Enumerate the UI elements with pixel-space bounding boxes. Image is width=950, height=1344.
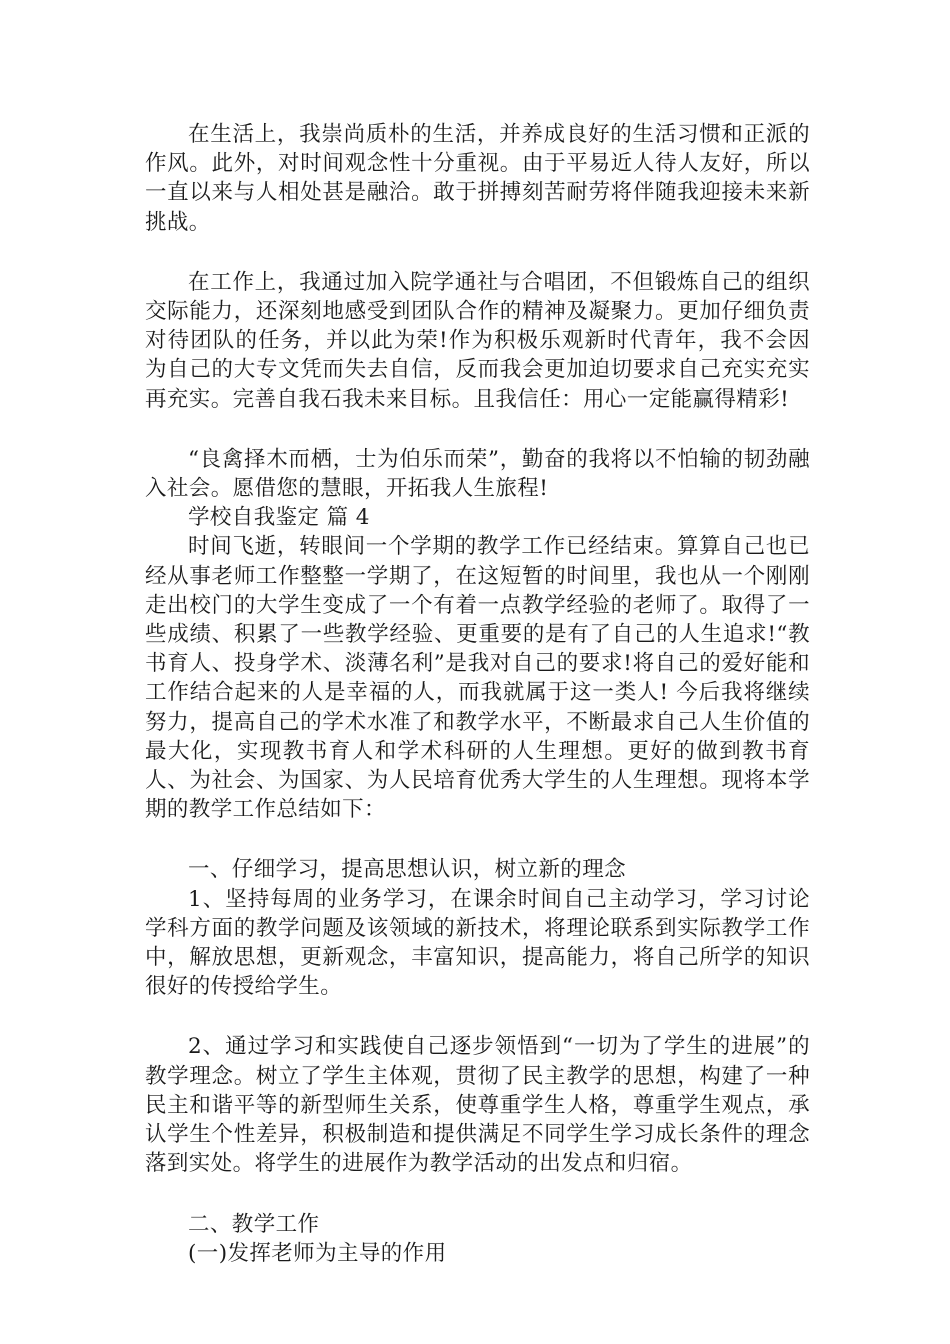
paragraph-item-1: 1、坚持每周的业务学习，在课余时间自己主动学习，学习讨论学科方面的教学问题及该领域的新技术，将理论联系到实际教学工作中，解放思想，更新观念，丰富知识，提高能力，将自己所学的知识很好的传授给学生。 <box>145 886 810 1000</box>
heading-two-sub: (一)发挥老师为主导的作用 <box>188 1240 447 1266</box>
section-title: 学校自我鉴定 篇 4 <box>188 505 370 531</box>
document-body <box>145 120 810 1268</box>
paragraph-quote: “良禽择木而栖，士为伯乐而荣”，勤奋的我将以不怕输的韧劲融入社会。愿借您的慧眼，开拓我人生旅程! <box>145 446 810 502</box>
heading-one: 一、仔细学习，提高思想认识，树立新的理念 <box>188 857 627 883</box>
paragraph-life: 在生活上，我崇尚质朴的生活，并养成良好的生活习惯和正派的作风。此外，对时间观念性十分重视。由于平易近人待人友好，所以一直以来与人相处甚是融洽。敢于拼搏刻苦耐劳将伴随我迎接未来新挑战。 <box>145 122 810 235</box>
paragraph-intro: 时间飞逝，转眼间一个学期的教学工作已经结束。算算自己也已经从事老师工作整整一学期了，在这短暂的时间里，我也从一个刚刚走出校门的大学生变成了一个有着一点教学经验的老师了。取得了一些成绩、积累了一些教学经验、更重要的是有了自己的人生追求!“教书育人、投身学术、淡薄名利”是我对自己的要求!将自己的爱好能和工作结合起来的人是幸福的人，而我就属于这一类人! 今后我将继续努力，提高自己的学术水准了和教学水平，不断最求自己人生价值的最大化，实现教书育人和学术科研的人生理想。更好的做到教书育人、为社会、为国家、为人民培育优秀大学生的人生理想。现将本学期的教学工作总结如下： <box>145 534 810 823</box>
paragraph-item-2: 2、通过学习和实践使自己逐步领悟到“一切为了学生的进展”的教学理念。树立了学生主体观，贯彻了民主教学的思想，构建了一种民主和谐平等的新型师生关系，使尊重学生人格，尊重学生观点，承认学生个性差异，积极制造和提供满足不同学生学习成长条件的理念落到实处。将学生的进展作为教学活动的出发点和归宿。 <box>145 1034 810 1177</box>
paragraph-work: 在工作上，我通过加入院学通社与合唱团，不但锻炼自己的组织交际能力，还深刻地感受到团队合作的精神及凝聚力。更加仔细负责对待团队的任务，并以此为荣!作为积极乐观新时代青年，我不会因为自己的大专文凭而失去自信，反而我会更加迫切要求自己充实充实再充实。完善自我石我未来目标。且我信任：用心一定能赢得精彩! <box>145 269 810 412</box>
heading-two: 二、教学工作 <box>188 1211 320 1237</box>
